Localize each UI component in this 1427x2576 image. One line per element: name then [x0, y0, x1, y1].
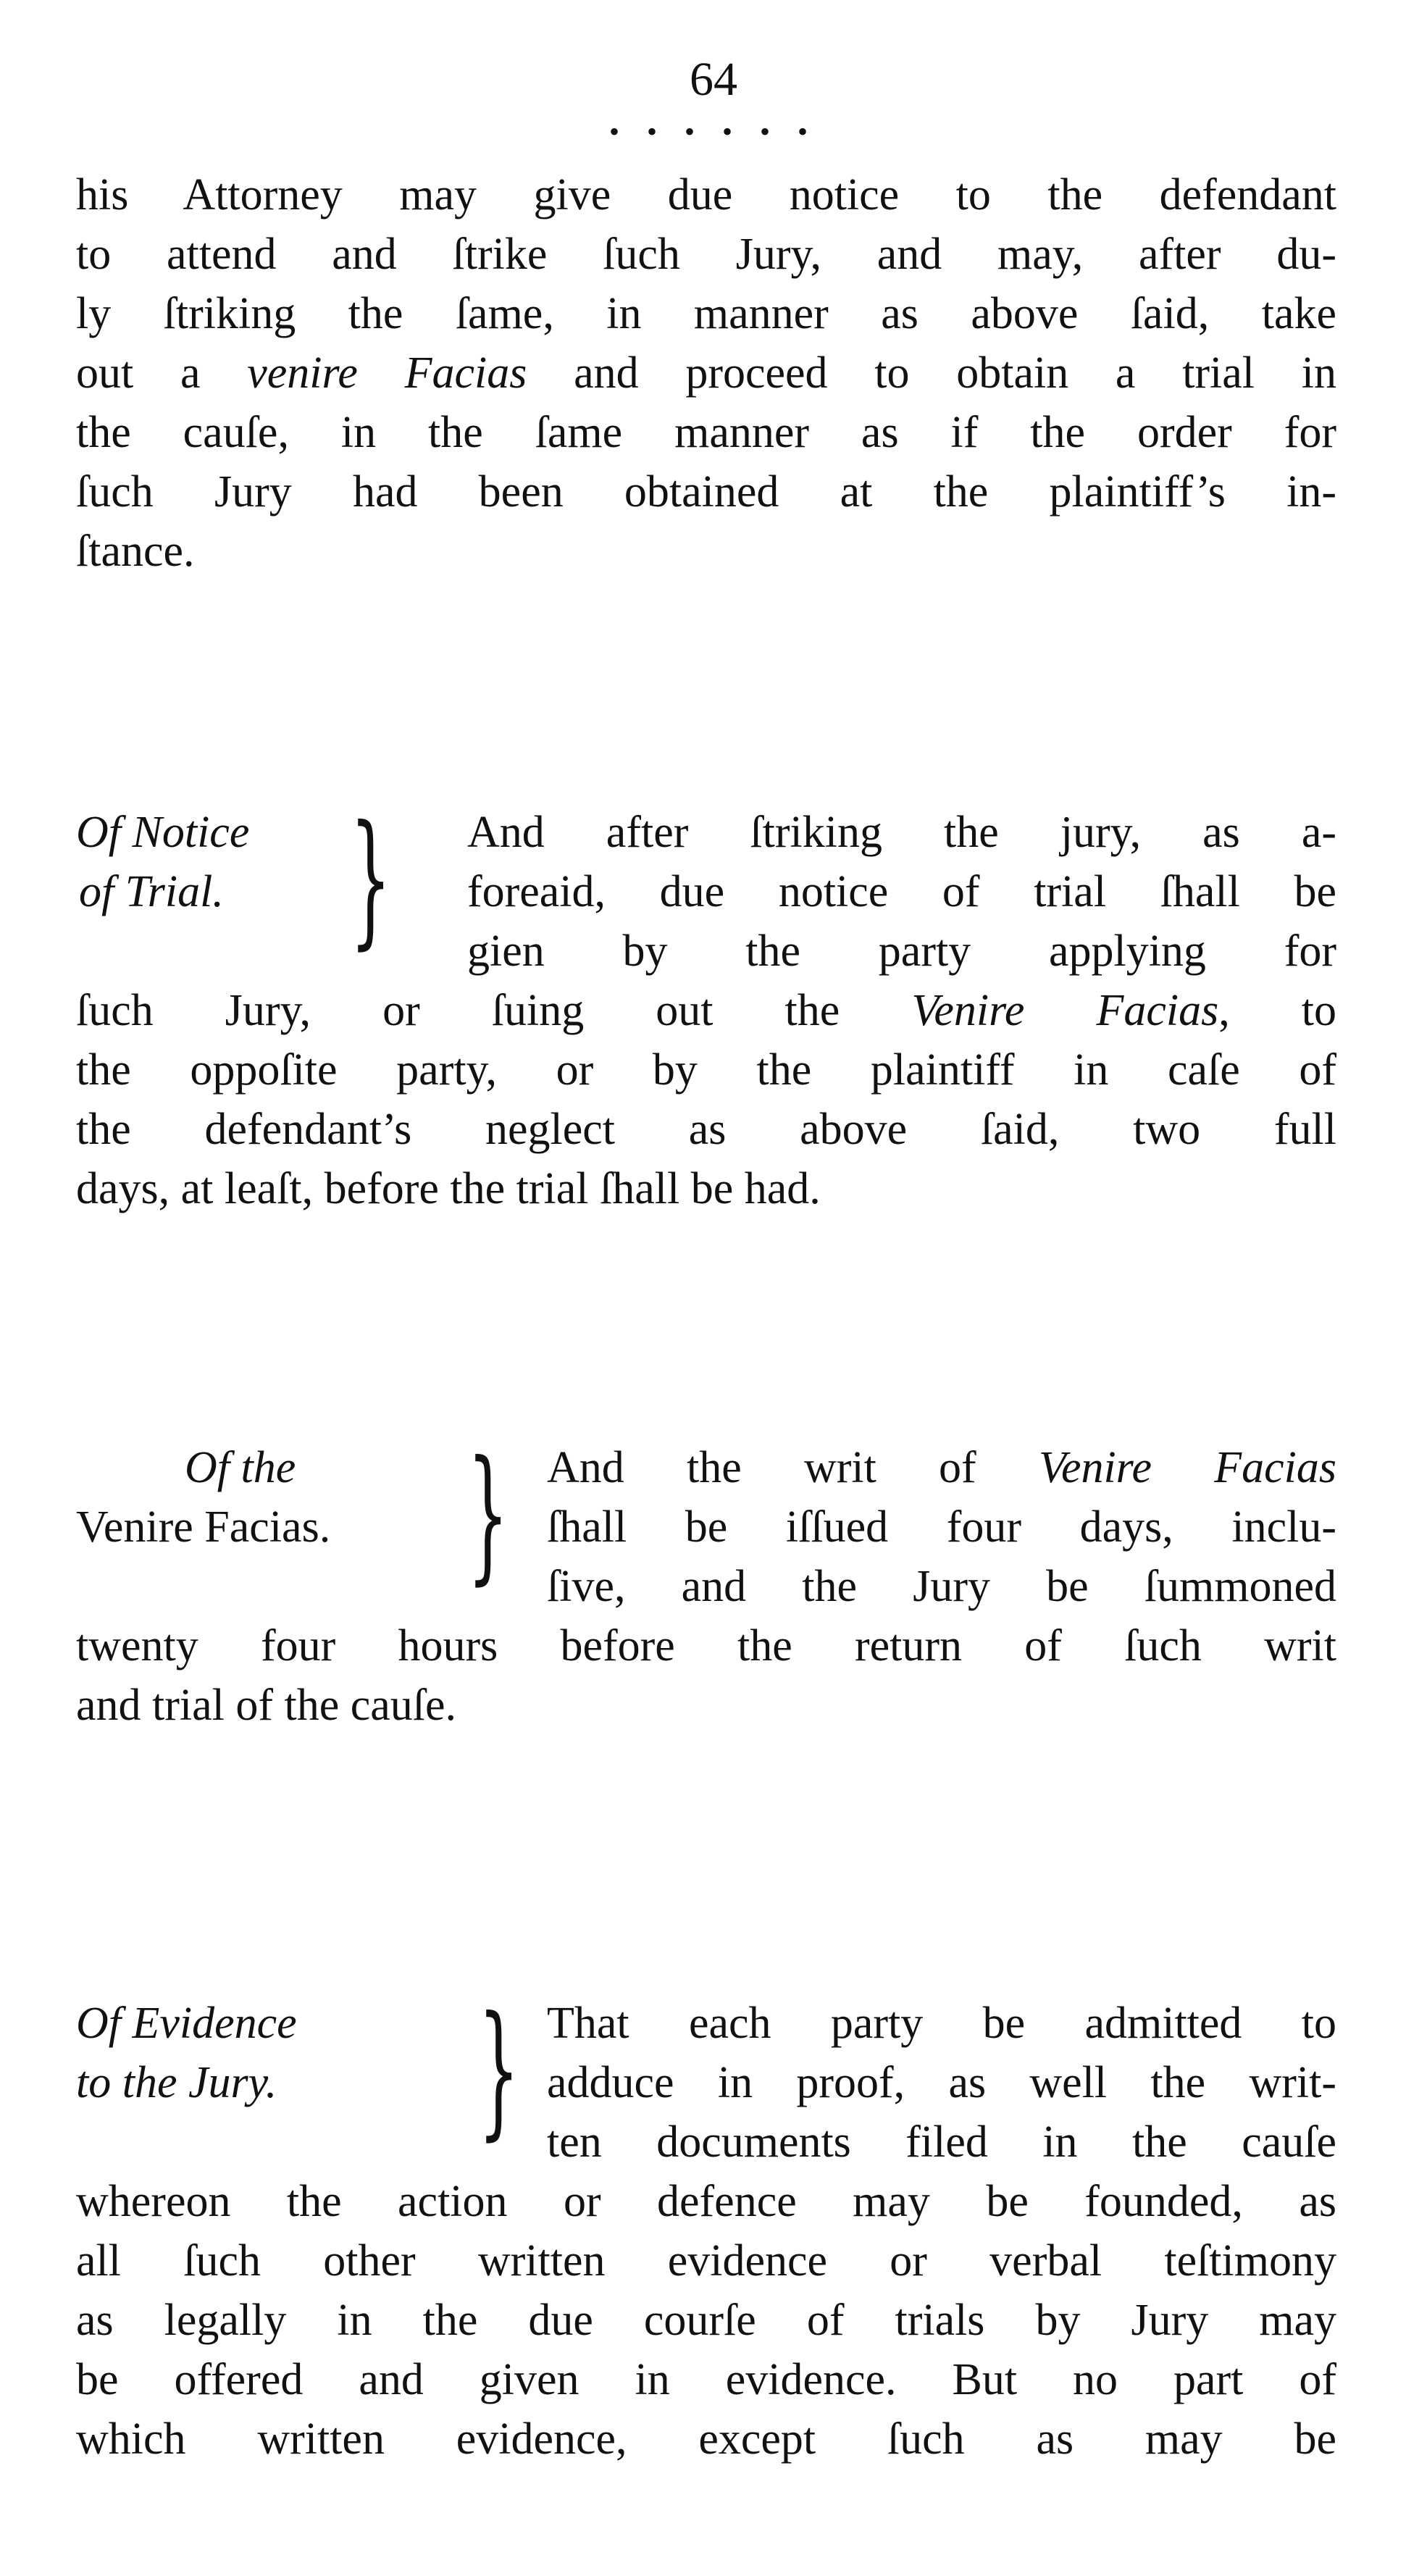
bracket-glyph: }: [478, 1986, 520, 2154]
text-line: the defendant’s neglect as above ſaid, two full: [76, 1105, 1336, 1154]
text-line: twenty four hours before the return of ſuch writ: [76, 1621, 1336, 1670]
text-line: [76, 343, 1336, 403]
text-line: to attend and ſtrike ſuch Jury, and may, after du-: [76, 230, 1336, 279]
page-number: 64: [690, 53, 737, 106]
margin-note-line: Of Notice: [76, 808, 250, 857]
margin-note-line: Of the: [185, 1443, 296, 1492]
italic-term: venire Facias: [247, 348, 527, 398]
text-line: the oppoſite party, or by the plaintiff in caſe of: [76, 1045, 1336, 1095]
text-line: all ſuch other written evidence or verbal teſtimony: [76, 2236, 1336, 2286]
text-line: [547, 1438, 1336, 1497]
text-line: foreaid, due notice of trial ſhall be: [467, 867, 1336, 916]
hanging-lines: [547, 1438, 1336, 1616]
text-fragment: out a: [76, 348, 248, 398]
text-fragment: and proceed to obtain a trial in: [527, 348, 1336, 398]
text-line: ten documents filed in the cauſe: [547, 2117, 1336, 2167]
hanging-lines: [547, 1994, 1336, 2172]
text-line: And after ſtriking the jury, as a-: [467, 808, 1336, 857]
text-line: which written evidence, except ſuch as may be: [76, 2414, 1336, 2464]
text-line: days, at leaſt, before the trial ſhall be had.: [76, 1164, 821, 1213]
text-line: be offered and given in evidence. But no part of: [76, 2355, 1336, 2404]
margin-note-line: of Trial.: [79, 867, 224, 916]
margin-note-line: to the Jury.: [76, 2058, 277, 2107]
text-line: the cauſe, in the ſame manner as if the order for: [76, 408, 1336, 457]
margin-note-line: Of Evidence: [76, 1999, 297, 2048]
margin-note: [76, 1994, 297, 2112]
opening-paragraph: [76, 165, 1336, 581]
text-line: ſtance.: [76, 527, 195, 576]
text-line: That each party be admitted to: [547, 1999, 1336, 2048]
ornament-dots: • • • • • •: [608, 115, 819, 148]
text-line: his Attorney may give due notice to the defendant: [76, 170, 1336, 219]
margin-note: [76, 803, 249, 921]
bracket-glyph: }: [467, 1430, 509, 1599]
margin-note-line: Venire Facias.: [76, 1502, 331, 1552]
text-line: ſhall be iſſued four days, inclu-: [547, 1502, 1336, 1552]
text-line: whereon the action or defence may be founded, as: [76, 2177, 1336, 2226]
text-line: ſuch Jury had been obtained at the plaintiff’s in-: [76, 467, 1336, 517]
text-line: [76, 981, 1336, 1040]
text-fragment: And the writ of: [547, 1443, 1039, 1492]
section-venire-facias: [76, 1430, 1336, 1735]
text-line: as legally in the due courſe of trials by Jury may: [76, 2296, 1336, 2345]
text-line: ſive, and the Jury be ſummoned: [547, 1562, 1336, 1611]
text-fragment: , to: [1218, 986, 1337, 1035]
text-fragment: ſuch Jury, or ſuing out the: [76, 986, 912, 1035]
margin-note: [76, 1438, 330, 1557]
hanging-lines: [467, 803, 1336, 981]
section-notice-of-trial: [76, 795, 1337, 1218]
text-line: ly ſtriking the ſame, in manner as above ſaid, take: [76, 289, 1336, 338]
bracket-glyph: }: [350, 795, 392, 963]
text-line: gien by the party applying for: [467, 927, 1336, 976]
italic-term: Venire Facias: [1038, 1443, 1336, 1492]
italic-term: Venire Facias: [911, 986, 1219, 1035]
text-line: and trial of the cauſe.: [76, 1681, 457, 1730]
text-line: adduce in proof, as well the writ-: [547, 2058, 1336, 2107]
section-evidence-to-jury: [76, 1986, 1336, 2469]
